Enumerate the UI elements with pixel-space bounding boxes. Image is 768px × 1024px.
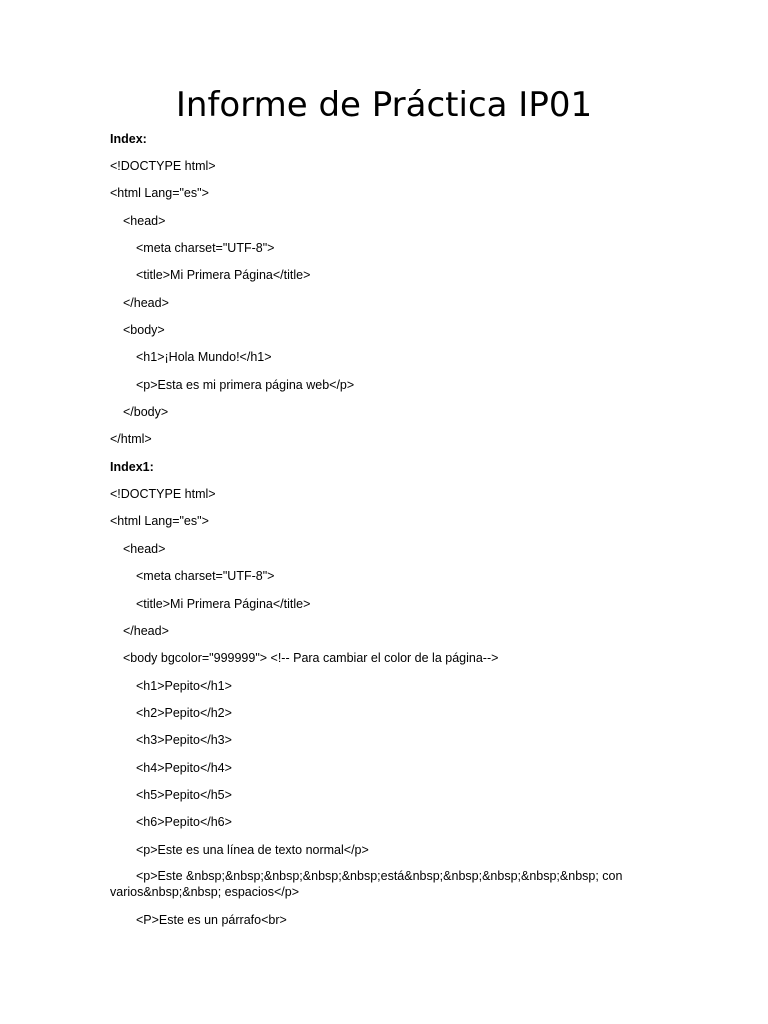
code-line: <body bgcolor="999999"> <!-- Para cambiar el color de la página--> <box>123 651 499 666</box>
document-body <box>110 125 660 934</box>
code-line: </head> <box>123 295 169 310</box>
code-line: <h1>Pepito</h1> <box>136 678 232 693</box>
code-line: <!DOCTYPE html> <box>110 159 216 174</box>
code-line: <h5>Pepito</h5> <box>136 787 232 802</box>
code-line: <h3>Pepito</h3> <box>136 733 232 748</box>
code-line: <head> <box>123 213 166 228</box>
code-line: <head> <box>123 541 166 556</box>
code-line: </head> <box>123 623 169 638</box>
code-line: </body> <box>123 405 169 420</box>
code-line: <meta charset="UTF-8"> <box>136 569 275 584</box>
code-line: <P>Este es un párrafo<br> <box>136 912 287 927</box>
code-line: <h4>Pepito</h4> <box>136 760 232 775</box>
code-line: <!DOCTYPE html> <box>110 487 216 502</box>
code-line: <p>Este es una línea de texto normal</p> <box>136 842 369 857</box>
code-line: <html Lang="es"> <box>110 514 209 529</box>
code-line: <body> <box>123 323 165 338</box>
code-line: </html> <box>110 432 152 447</box>
code-line: <p>Este &nbsp;&nbsp;&nbsp;&nbsp;&nbsp;está&nbsp;&nbsp;&nbsp;&nbsp;&nbsp; con varios&nbsp;&nbsp; espacios</p> <box>110 869 623 900</box>
document-title: Informe de Práctica IP01 <box>175 85 593 125</box>
code-line: <title>Mi Primera Página</title> <box>136 596 311 611</box>
code-line: <p>Esta es mi primera página web</p> <box>136 377 355 392</box>
code-line: <title>Mi Primera Página</title> <box>136 268 311 283</box>
code-line: <h1>¡Hola Mundo!</h1> <box>136 350 272 365</box>
code-line: <h6>Pepito</h6> <box>136 815 232 830</box>
code-line: <html Lang="es"> <box>110 186 209 201</box>
code-line: <h2>Pepito</h2> <box>136 705 232 720</box>
section-heading: Index: <box>110 131 147 146</box>
code-line: <meta charset="UTF-8"> <box>136 241 275 256</box>
section-heading: Index1: <box>110 459 154 474</box>
